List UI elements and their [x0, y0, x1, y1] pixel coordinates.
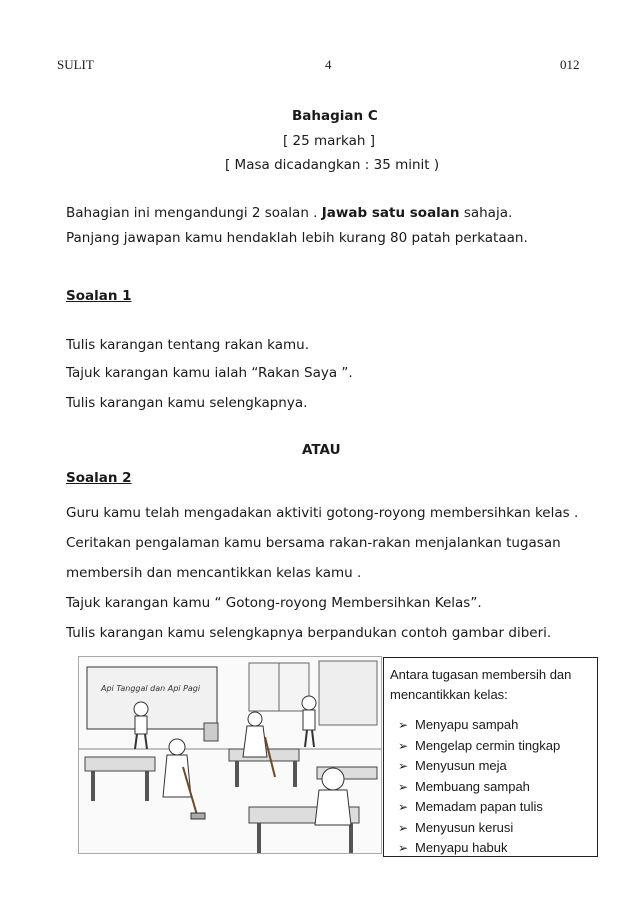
- header-sulit: SULIT: [57, 57, 94, 72]
- arrow-bullet-icon: ➢: [398, 759, 409, 773]
- tasks-intro: Antara tugasan membersih dan mencantikkan kelas:: [390, 667, 572, 702]
- task-item: [398, 777, 560, 798]
- child-with-broom: [243, 712, 275, 777]
- task-item: [398, 715, 560, 736]
- question-1-heading: Soalan 1: [66, 288, 132, 304]
- arrow-bullet-icon: ➢: [398, 800, 409, 814]
- header-code: 012: [560, 57, 580, 72]
- child-wiping-board: [134, 702, 148, 749]
- instruction-text-a: Bahagian ini mengandungi 2 soalan .: [66, 205, 322, 221]
- section-title: Bahagian C: [292, 108, 378, 124]
- desk-leg: [293, 761, 297, 787]
- desk-leg: [145, 771, 149, 801]
- question-2-line: Ceritakan pengalaman kamu bersama rakan-rakan menjalankan tugasan: [66, 535, 561, 551]
- whiteboard: [87, 667, 217, 729]
- tasks-box: [383, 657, 598, 857]
- task-label: Menyusun meja: [415, 758, 507, 773]
- question-2-heading: Soalan 2: [66, 470, 132, 486]
- desk-leg: [349, 823, 353, 853]
- question-1-line: Tulis karangan kamu selengkapnya.: [66, 395, 308, 411]
- tasks-list: [398, 715, 560, 859]
- task-label: Memadam papan tulis: [415, 799, 543, 814]
- task-item: [398, 736, 560, 757]
- page-number: 4: [325, 57, 332, 72]
- question-2-line: Tajuk karangan kamu “ Gotong-royong Membersihkan Kelas”.: [66, 595, 482, 611]
- question-1-line: Tulis karangan tentang rakan kamu.: [66, 337, 310, 353]
- desk: [85, 757, 155, 771]
- child-sweeping: [163, 739, 205, 819]
- arrow-bullet-icon: ➢: [398, 738, 409, 753]
- arrow-bullet-icon: ➢: [398, 718, 409, 732]
- task-label: Menyapu habuk: [415, 840, 508, 855]
- task-label: Mengelap cermin tingkap: [415, 737, 561, 753]
- arrow-bullet-icon: ➢: [398, 841, 409, 855]
- question-2-line: membersih dan mencantikkan kelas kamu .: [66, 565, 362, 581]
- section-marks: [ 25 markah ]: [283, 133, 375, 149]
- arrow-bullet-icon: ➢: [398, 820, 409, 835]
- desk-leg: [235, 761, 239, 787]
- door: [319, 661, 377, 725]
- instruction-text-c: sahaja.: [459, 205, 513, 221]
- board-writing: Api Tanggal dan Api Pagi: [101, 684, 201, 693]
- task-label: Menyusun kerusi: [415, 819, 514, 835]
- task-item: [398, 838, 560, 859]
- instruction-line-1: [66, 205, 512, 221]
- task-item: [398, 756, 560, 777]
- desk-leg: [91, 771, 95, 801]
- dustbin: [204, 723, 218, 741]
- classroom-cleaning-illustration: [78, 656, 382, 854]
- task-label: Menyapu sampah: [415, 717, 519, 732]
- question-2-line: Tulis karangan kamu selengkapnya berpandukan contoh gambar diberi.: [66, 625, 552, 641]
- desk-leg: [257, 823, 261, 853]
- classroom-drawing: [79, 657, 381, 853]
- question-1-line: Tajuk karangan kamu ialah “Rakan Saya ”.: [66, 365, 353, 381]
- instruction-line-2: Panjang jawapan kamu hendaklah lebih kurang 80 patah perkataan.: [66, 230, 528, 246]
- task-item: [398, 818, 560, 839]
- task-item: [398, 797, 560, 818]
- section-time: [ Masa dicadangkan : 35 minit ): [225, 157, 440, 173]
- question-2-line: Guru kamu telah mengadakan aktiviti gotong-royong membersihkan kelas .: [66, 505, 579, 521]
- arrow-bullet-icon: ➢: [398, 779, 409, 794]
- child-cleaning-window: [302, 696, 316, 747]
- instruction-emphasis: Jawab satu soalan: [321, 205, 460, 221]
- or-divider: ATAU: [302, 442, 341, 458]
- task-label: Membuang sampah: [415, 778, 530, 794]
